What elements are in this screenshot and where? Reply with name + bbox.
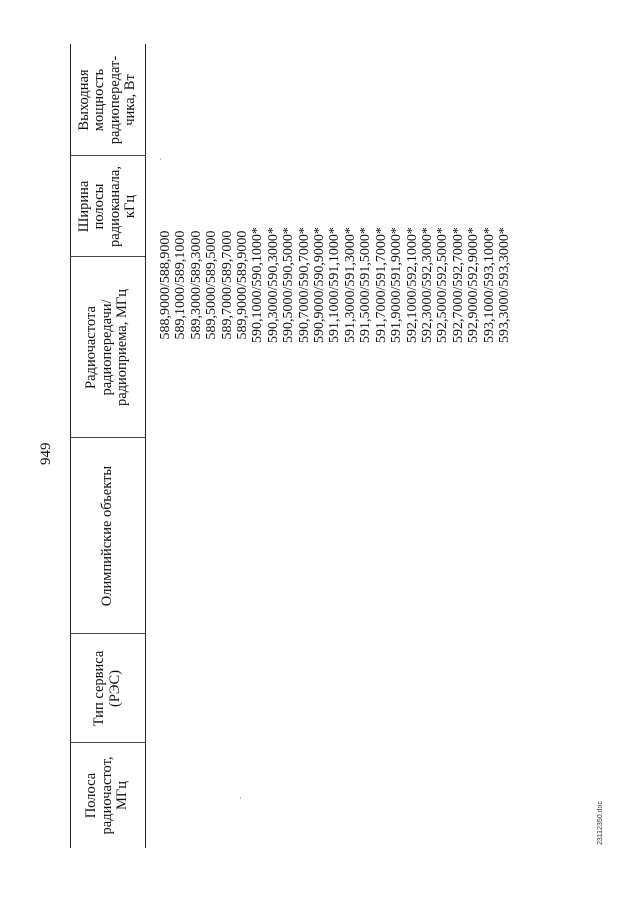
header-service-type: Тип сервиса (РЭС) bbox=[91, 650, 123, 727]
frequency-row: 589,1000/589,1000 bbox=[173, 230, 189, 340]
frequency-row: 592,1000/592,1000* bbox=[404, 227, 420, 343]
frequency-row: 590,3000/590,3000* bbox=[265, 227, 281, 343]
header-output-power: Выходная мощность радиопередат- чика, Вт bbox=[75, 55, 138, 145]
frequency-row: 592,3000/592,3000* bbox=[419, 227, 435, 343]
frequency-row: 592,9000/592,9000* bbox=[466, 227, 482, 343]
frequency-row: 589,5000/589,5000 bbox=[204, 230, 220, 340]
table-header-bottom-rule bbox=[145, 44, 146, 848]
frequency-row: 590,5000/590,5000* bbox=[281, 227, 297, 343]
frequency-row: 591,7000/591,7000* bbox=[373, 227, 389, 343]
frequency-row: 591,5000/591,5000* bbox=[358, 227, 374, 343]
page-number: 949 bbox=[38, 442, 54, 465]
frequency-row: 591,1000/591,1000* bbox=[327, 227, 343, 343]
frequency-row: 590,7000/590,7000* bbox=[296, 227, 312, 343]
document-code: 23112350.doc bbox=[597, 801, 604, 845]
frequency-row: 591,3000/591,3000* bbox=[342, 227, 358, 343]
frequency-row: 592,5000/592,5000* bbox=[435, 227, 451, 343]
frequency-row: 589,3000/589,3000 bbox=[188, 230, 204, 340]
header-olympic-objects: Олимпийские объекты bbox=[98, 465, 115, 607]
frequency-row: 592,7000/592,7000* bbox=[450, 227, 466, 343]
frequency-row: 590,1000/590,1000* bbox=[250, 227, 266, 343]
header-radio-frequency: Радиочастота радиопередачи/ радиоприема, МГц bbox=[83, 288, 131, 407]
frequency-row: 588,9000/588,9000 bbox=[158, 230, 173, 340]
frequency-row: 589,9000/589,9000 bbox=[235, 230, 251, 340]
frequency-row: 593,3000/593,3000* bbox=[496, 227, 512, 343]
scan-speck bbox=[160, 158, 161, 160]
frequency-row: 591,9000/591,9000* bbox=[389, 227, 405, 343]
frequency-list bbox=[158, 145, 512, 425]
scan-speck bbox=[240, 797, 241, 799]
header-channel-width: Ширина полосы радиоканала, кГц bbox=[75, 166, 138, 247]
frequency-row: 590,9000/590,9000* bbox=[312, 227, 328, 343]
header-frequency-band: Полоса радиочастот, МГц bbox=[83, 756, 131, 835]
frequency-row: 589,7000/589,7000 bbox=[219, 230, 235, 340]
frequency-row: 593,1000/593,1000* bbox=[481, 227, 497, 343]
